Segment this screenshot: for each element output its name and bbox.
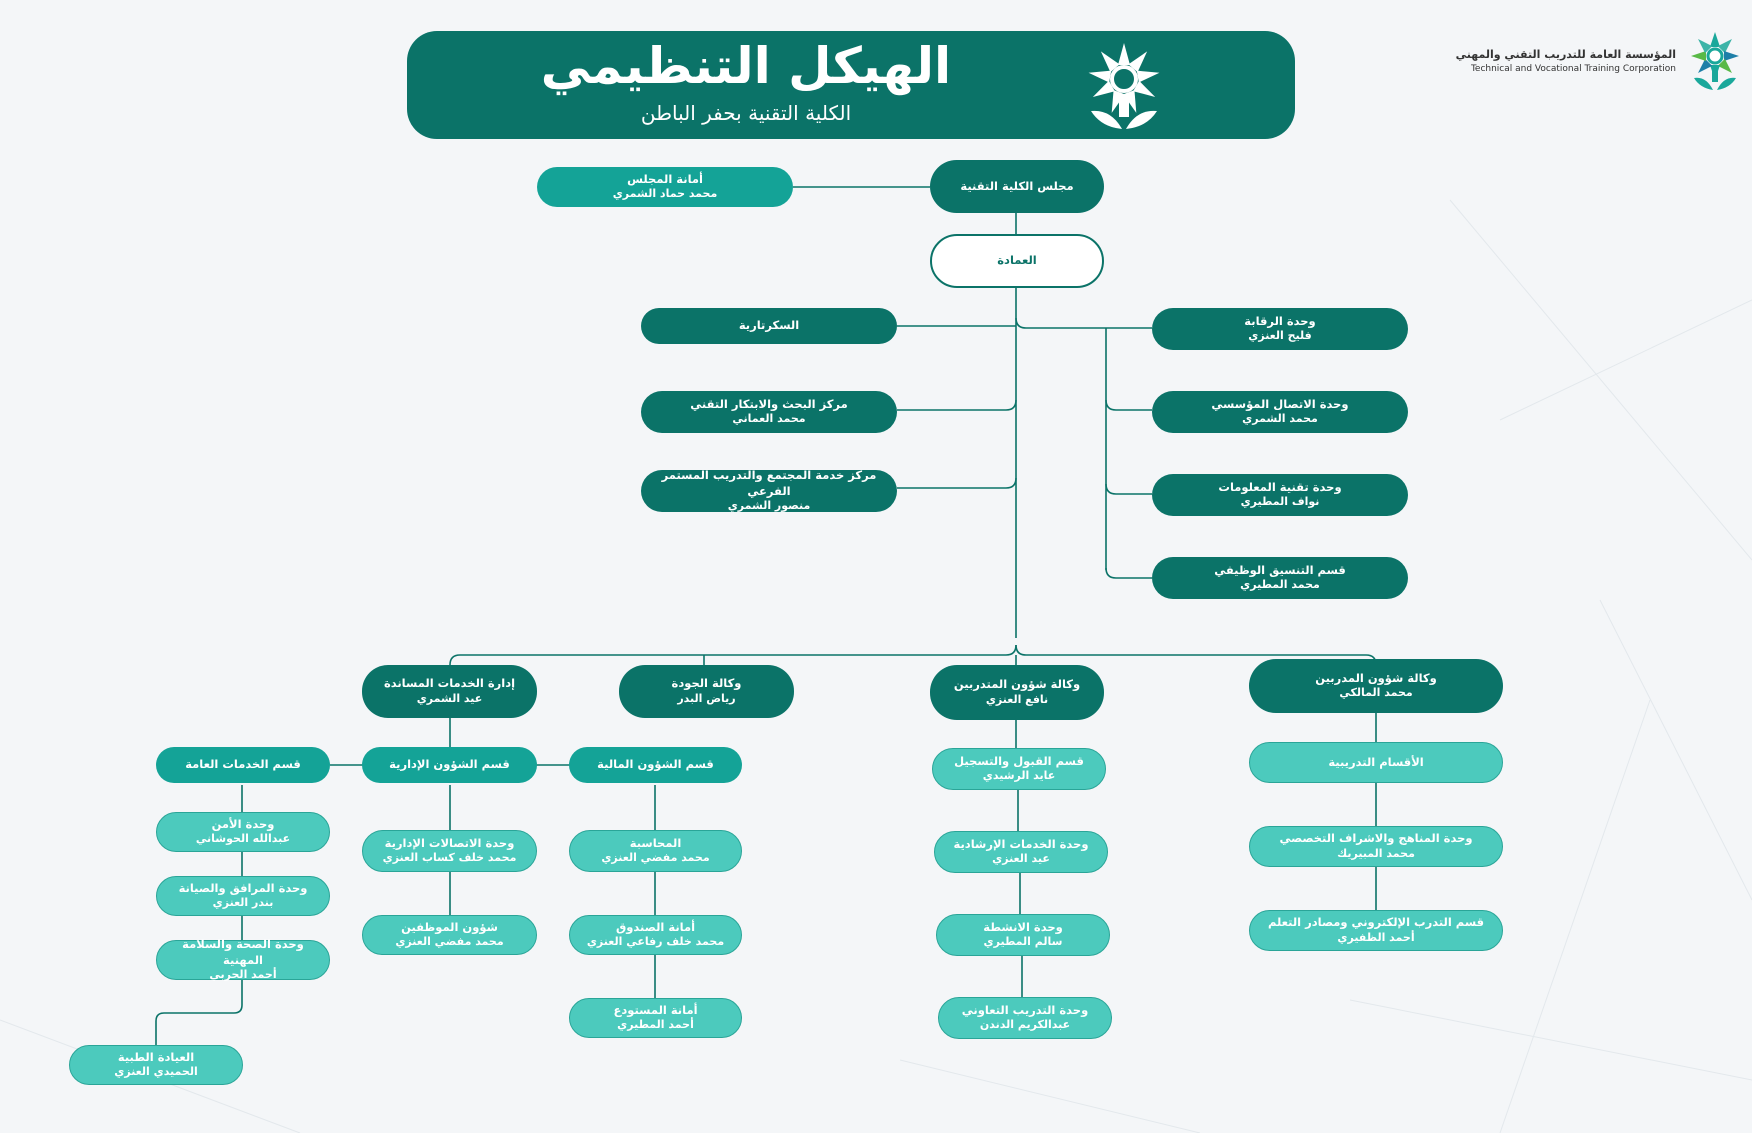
node-person: عيد الشمري <box>416 691 483 705</box>
node-label: قسم التدرب الإلكتروني ومصادر التعلم <box>1267 915 1485 930</box>
node-label: قسم الخدمات العامة <box>185 757 301 772</box>
node-person: بندر العنزي <box>212 896 274 910</box>
node-label: مجلس الكلية التقنية <box>960 178 1074 193</box>
guidance-services-node <box>934 831 1108 873</box>
node-label: وحدة الصحة والسلامة المهنية <box>182 937 304 967</box>
page-subtitle: الكلية التقنية بحفر الباطن <box>640 101 852 125</box>
oversight-unit-node <box>1152 308 1408 350</box>
elearning-dept-node <box>1249 910 1503 951</box>
node-person: محمد حماد الشمري <box>612 187 718 201</box>
node-person: محمد مفضي العنزي <box>395 935 504 949</box>
node-label: قسم القبول والتسجيل <box>954 753 1084 768</box>
tvtc-flower-emblem-icon <box>1081 39 1167 133</box>
header-banner <box>407 31 1295 139</box>
node-label: وحدة الاتصالات الإدارية <box>384 835 515 850</box>
node-label: العمادة <box>997 253 1037 268</box>
node-person: عايد الرشيدي <box>982 769 1056 783</box>
node-person: فليح العنزي <box>1248 329 1312 343</box>
warehouse-node <box>569 998 742 1038</box>
curricula-unit-node <box>1249 826 1503 867</box>
general-services-dept-node <box>156 747 330 783</box>
deanship-node <box>930 234 1104 288</box>
node-label: وحدة تقنية المعلومات <box>1218 479 1342 494</box>
accounting-node <box>569 830 742 872</box>
admission-registration-node <box>932 748 1106 790</box>
node-label: إدارة الخدمات المساندة <box>383 676 516 691</box>
facilities-unit-node <box>156 876 330 916</box>
node-label: وحدة المناهج والاشراف التخصصي <box>1279 831 1473 846</box>
trainers-affairs-agency-node <box>1249 659 1503 713</box>
tvtc-logo-icon <box>1682 30 1748 92</box>
node-person: محمد الشمري <box>1242 412 1318 426</box>
node-person: محمد خلف كساب العنزي <box>382 851 517 865</box>
activities-unit-node <box>936 914 1110 956</box>
node-person: رياض البدر <box>677 691 736 705</box>
node-label: قسم التنسيق الوظيفي <box>1214 562 1346 577</box>
corporation-name-en: Technical and Vocational Training Corporation <box>1470 64 1676 74</box>
node-label: أمانة المجلس <box>627 171 703 186</box>
node-label: قسم الشؤون الإدارية <box>389 757 510 772</box>
node-person: منصور الشمري <box>727 499 811 513</box>
node-person: أحمد الحربي <box>209 968 277 982</box>
node-label: وحدة الخدمات الإرشادية <box>953 836 1089 851</box>
admin-affairs-dept-node <box>362 747 537 783</box>
support-services-admin-node <box>362 665 537 718</box>
node-label: أمانة الصندوق <box>615 919 696 934</box>
node-person: محمد المبيريك <box>1337 846 1415 860</box>
college-council-node <box>930 160 1104 213</box>
node-person: سالم المطيري <box>983 935 1063 949</box>
node-label: العيادة الطبية <box>117 1049 195 1064</box>
node-person: نافع العنزي <box>985 692 1049 706</box>
node-person: أحمد الظفيري <box>1337 930 1415 944</box>
node-label: الأقسام التدريبية <box>1328 754 1424 769</box>
node-label: وكالة الجودة <box>671 676 742 691</box>
node-label: مركز البحث والابتكار التقني <box>690 396 848 411</box>
quality-agency-node <box>619 665 794 718</box>
node-person: الحميدي العنزي <box>114 1065 198 1079</box>
node-label: المحاسبة <box>629 835 682 850</box>
node-label: شؤون الموظفين <box>401 919 498 934</box>
treasury-node <box>569 915 742 955</box>
admin-comm-unit-node <box>362 830 537 872</box>
node-person: نواف المطيري <box>1240 495 1320 509</box>
node-label: وحدة الأمن <box>211 816 275 831</box>
coop-training-node <box>938 997 1112 1039</box>
node-person: محمد خلف رفاعي العنزي <box>586 935 725 949</box>
research-center-node <box>641 391 897 433</box>
training-departments-node <box>1249 742 1503 783</box>
node-label: وكالة شؤون المتدربين <box>953 677 1081 692</box>
community-center-node <box>641 470 897 512</box>
it-unit-node <box>1152 474 1408 516</box>
health-safety-unit-node <box>156 937 330 982</box>
council-secretariat-node <box>537 167 793 207</box>
node-label: السكرتارية <box>738 318 800 333</box>
node-person: محمد مفضي العنزي <box>601 851 710 865</box>
job-coordination-node <box>1152 557 1408 599</box>
node-person: عبدالكريم الدندن <box>979 1018 1071 1032</box>
employee-affairs-node <box>362 915 537 955</box>
node-person: محمد العماني <box>732 412 806 426</box>
security-unit-node <box>156 812 330 852</box>
node-label: أمانة المستودع <box>613 1002 698 1017</box>
finance-dept-node <box>569 747 742 783</box>
node-label: وحدة الانشطة <box>983 919 1063 934</box>
secretariat-node <box>641 308 897 344</box>
corporation-name-ar: المؤسسة العامة للتدريب التقني والمهني <box>1455 48 1676 61</box>
node-person: أحمد المطيري <box>617 1018 694 1032</box>
node-person: محمد المطيري <box>1240 578 1320 592</box>
node-label: وحدة التدريب التعاوني <box>961 1002 1089 1017</box>
node-label: وكالة شؤون المدربين <box>1315 670 1437 685</box>
corporation-logo <box>1455 30 1750 90</box>
node-label: مركز خدمة المجتمع والتدريب المستمر الفرعي <box>661 468 877 498</box>
node-label: وحدة الاتصال المؤسسي <box>1211 396 1349 411</box>
node-label: وحدة المرافق والصيانة <box>178 880 308 895</box>
node-label: قسم الشؤون المالية <box>597 757 714 772</box>
node-person: عبدالله الحوشاني <box>195 832 291 846</box>
medical-clinic-node <box>69 1045 243 1085</box>
trainees-affairs-agency-node <box>930 665 1104 720</box>
node-person: محمد المالكي <box>1339 686 1413 700</box>
node-label: وحدة الرقابة <box>1244 313 1316 328</box>
corporate-comm-unit-node <box>1152 391 1408 433</box>
page-title: الهيكل التنظيمي <box>540 37 952 95</box>
node-person: عيد العنزي <box>992 852 1050 866</box>
